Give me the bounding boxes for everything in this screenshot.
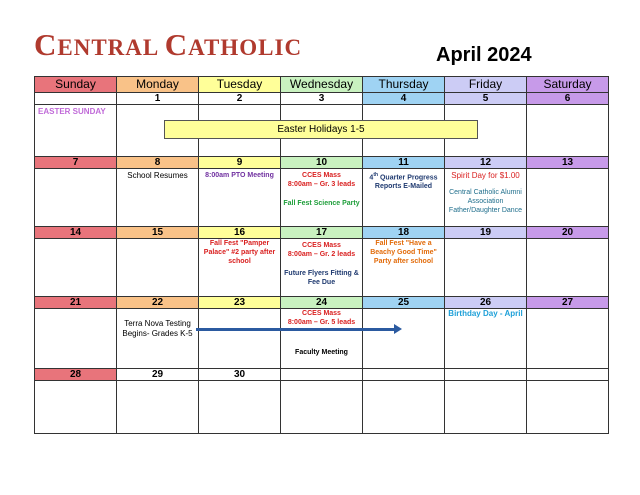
father-daughter-dance-event: Central Catholic Alumni Association Father/Daughter Dance xyxy=(448,189,523,214)
easter-sunday-label: EASTER SUNDAY xyxy=(38,107,106,116)
cces-mass-event: CCES Mass xyxy=(302,242,341,249)
day-cell xyxy=(363,309,445,369)
quarter-number: 4 xyxy=(369,174,374,182)
day-number: 23 xyxy=(199,297,281,309)
beachy-good-time-event: Fall Fest "Have a Beachy Good Time" Party after school xyxy=(370,240,437,265)
day-number: 13 xyxy=(527,157,609,169)
week-5-numbers xyxy=(35,369,609,381)
title-rest-1: ENTRAL xyxy=(57,35,165,60)
terra-nova-event: Terra Nova Testing Begins- Grades K-5 xyxy=(122,319,193,338)
day-cell xyxy=(445,309,527,369)
day-number: 22 xyxy=(117,297,199,309)
faculty-meeting-event: Faculty Meeting xyxy=(295,349,348,356)
title-rest-2: ATHOLIC xyxy=(188,35,303,60)
day-cell xyxy=(199,381,281,434)
week-2-cells xyxy=(35,169,609,227)
day-number: 26 xyxy=(445,297,527,309)
pto-meeting-event: 8:00am PTO Meeting xyxy=(205,172,274,179)
school-resumes-event: School Resumes xyxy=(127,171,188,180)
day-number: 25 xyxy=(363,297,445,309)
day-cell xyxy=(527,381,609,434)
day-cell xyxy=(35,309,117,369)
day-number: 16 xyxy=(199,227,281,239)
day-number: 6 xyxy=(527,93,609,105)
day-cell xyxy=(363,169,445,227)
day-cell xyxy=(445,239,527,297)
birthday-day-event: Birthday Day - April xyxy=(448,309,523,318)
day-cell xyxy=(117,309,199,369)
day-number: 24 xyxy=(281,297,363,309)
week-2-numbers xyxy=(35,157,609,169)
day-cell xyxy=(527,105,609,157)
week-4-numbers xyxy=(35,297,609,309)
day-cell xyxy=(199,309,281,369)
day-number: 29 xyxy=(117,369,199,381)
day-number xyxy=(35,93,117,105)
day-cell xyxy=(445,169,527,227)
mass-time: 8:00am – Gr. 3 leads xyxy=(287,181,356,188)
day-number: 20 xyxy=(527,227,609,239)
day-cell xyxy=(199,239,281,297)
day-number: 28 xyxy=(35,369,117,381)
day-number: 3 xyxy=(281,93,363,105)
progress-reports-event xyxy=(363,171,444,191)
day-number: 5 xyxy=(445,93,527,105)
day-number: 21 xyxy=(35,297,117,309)
day-cell xyxy=(281,239,363,297)
day-cell xyxy=(281,309,363,369)
day-number: 2 xyxy=(199,93,281,105)
title-initial-1: C xyxy=(34,27,58,62)
day-cell xyxy=(281,381,363,434)
day-number: 7 xyxy=(35,157,117,169)
day-cell xyxy=(281,169,363,227)
day-cell xyxy=(35,169,117,227)
day-number: 27 xyxy=(527,297,609,309)
spirit-day-event: Spirit Day for $1.00 xyxy=(451,171,520,180)
day-number xyxy=(281,369,363,381)
testing-span-arrow xyxy=(196,328,396,331)
day-number: 9 xyxy=(199,157,281,169)
day-cell xyxy=(117,381,199,434)
day-number: 30 xyxy=(199,369,281,381)
day-number: 4 xyxy=(363,93,445,105)
easter-holidays-banner: Easter Holidays 1-5 xyxy=(164,120,478,139)
fall-fest-science-event: Fall Fest Science Party xyxy=(283,200,360,207)
day-number: 14 xyxy=(35,227,117,239)
day-header-monday: Monday xyxy=(117,77,199,93)
day-header-friday: Friday xyxy=(445,77,527,93)
quarter-suffix: th xyxy=(373,172,379,178)
day-cell xyxy=(445,381,527,434)
day-cell xyxy=(199,169,281,227)
week-3-numbers xyxy=(35,227,609,239)
week-5-cells xyxy=(35,381,609,434)
day-cell xyxy=(527,309,609,369)
title-initial-2: C xyxy=(164,27,189,62)
week-3-cells xyxy=(35,239,609,297)
day-number: 12 xyxy=(445,157,527,169)
day-cell xyxy=(363,381,445,434)
arrow-head-icon xyxy=(394,324,402,334)
mass-time: 8:00am – Gr. 2 leads xyxy=(287,251,356,258)
day-number: 1 xyxy=(117,93,199,105)
pamper-palace-event: Fall Fest "Pamper Palace" #2 party after school xyxy=(203,240,276,265)
cces-mass-event: CCES Mass xyxy=(302,172,341,179)
progress-reports-text: Quarter Progress Reports E-Mailed xyxy=(374,174,438,191)
day-cell xyxy=(35,239,117,297)
day-cell xyxy=(35,381,117,434)
day-number xyxy=(363,369,445,381)
day-cell xyxy=(117,239,199,297)
day-number: 19 xyxy=(445,227,527,239)
day-number: 15 xyxy=(117,227,199,239)
week-4-cells xyxy=(35,309,609,369)
school-title xyxy=(34,27,302,63)
future-flyers-event: Future Flyers Fitting & Fee Due xyxy=(284,270,359,286)
week-1-numbers xyxy=(35,93,609,105)
day-cell xyxy=(527,169,609,227)
day-number: 11 xyxy=(363,157,445,169)
day-number: 8 xyxy=(117,157,199,169)
day-number: 18 xyxy=(363,227,445,239)
day-cell xyxy=(117,169,199,227)
day-number xyxy=(445,369,527,381)
day-cell xyxy=(35,105,117,157)
day-number: 10 xyxy=(281,157,363,169)
cces-mass-event: CCES Mass xyxy=(302,310,341,317)
day-header-wednesday: Wednesday xyxy=(281,77,363,93)
day-cell xyxy=(527,239,609,297)
day-number: 17 xyxy=(281,227,363,239)
day-header-tuesday: Tuesday xyxy=(199,77,281,93)
day-number xyxy=(527,369,609,381)
day-header-saturday: Saturday xyxy=(527,77,609,93)
month-title: April 2024 xyxy=(436,44,532,66)
mass-time: 8:00am – Gr. 5 leads xyxy=(287,319,356,326)
day-header-thursday: Thursday xyxy=(363,77,445,93)
day-header-sunday: Sunday xyxy=(35,77,117,93)
weekday-header-row xyxy=(35,77,609,93)
day-cell xyxy=(363,239,445,297)
